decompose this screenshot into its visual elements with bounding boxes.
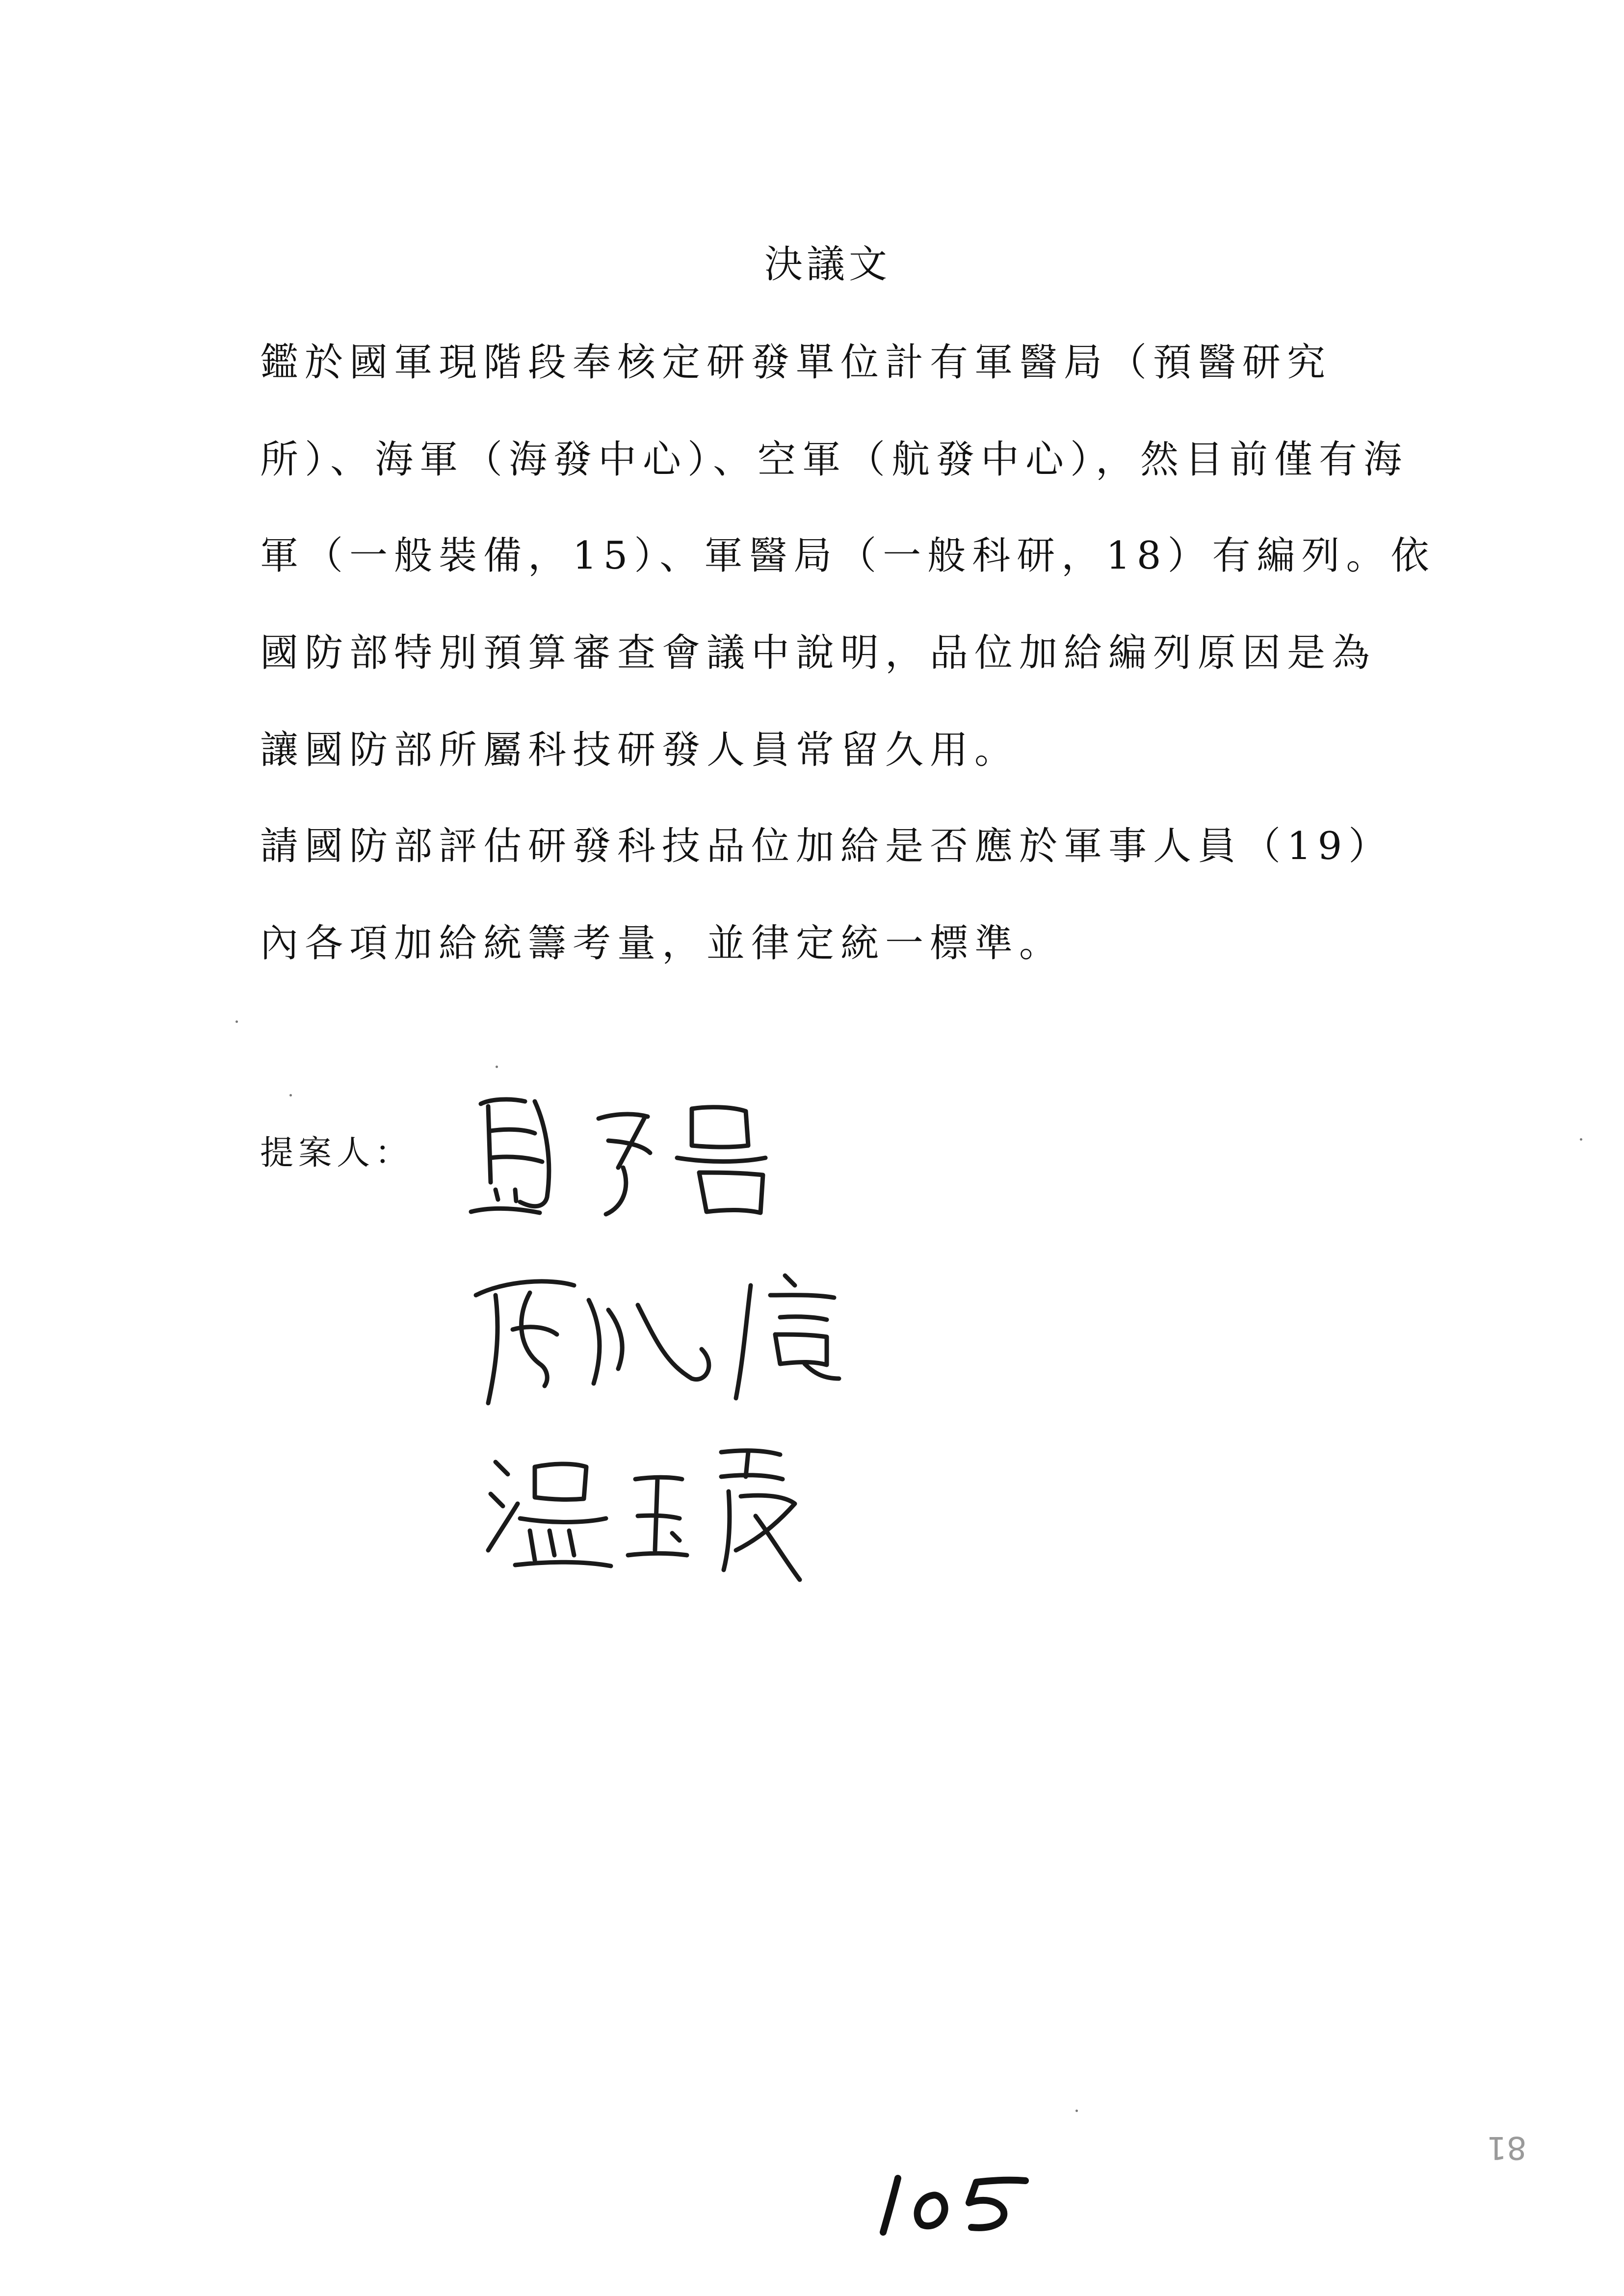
page-number-text: [883, 2168, 995, 2237]
paragraph-2-line-1: 請國防部評估研發科技品位加給是否應於軍事人員（19）: [260, 824, 1393, 868]
signature-1: [461, 1084, 795, 1246]
corner-page-mark: 81: [1487, 2129, 1527, 2166]
signature-2: [461, 1256, 864, 1418]
paragraph-1-line-5: 讓國防部所屬科技研發人員常留久用。: [260, 728, 1020, 772]
paragraph-2-line-2: 內各項加給統籌考量，並律定統一標準。: [260, 921, 1064, 965]
scan-speck: [236, 1020, 238, 1023]
signature-3: [481, 1433, 824, 1590]
scan-speck: [496, 1066, 498, 1068]
paragraph-1-line-3: 軍（一般裝備，15）、軍醫局（一般科研，18）有編列。依: [260, 534, 1436, 578]
scan-speck: [289, 1094, 292, 1096]
paragraph-1-line-4: 國防部特別預算審查會議中說明，品位加給編列原因是為: [260, 631, 1377, 675]
scan-speck: [1580, 1138, 1582, 1141]
proposer-label: 提案人：: [260, 1134, 414, 1173]
paragraph-1-line-2: 所）、海軍（海發中心）、空軍（航發中心），然目前僅有海: [260, 438, 1409, 482]
paragraph-1-line-1: 鑑於國軍現階段奉核定研發單位計有軍醫局（預醫研究: [260, 340, 1332, 385]
scan-speck: [1075, 2110, 1078, 2112]
document-title: 決議文: [764, 242, 891, 287]
